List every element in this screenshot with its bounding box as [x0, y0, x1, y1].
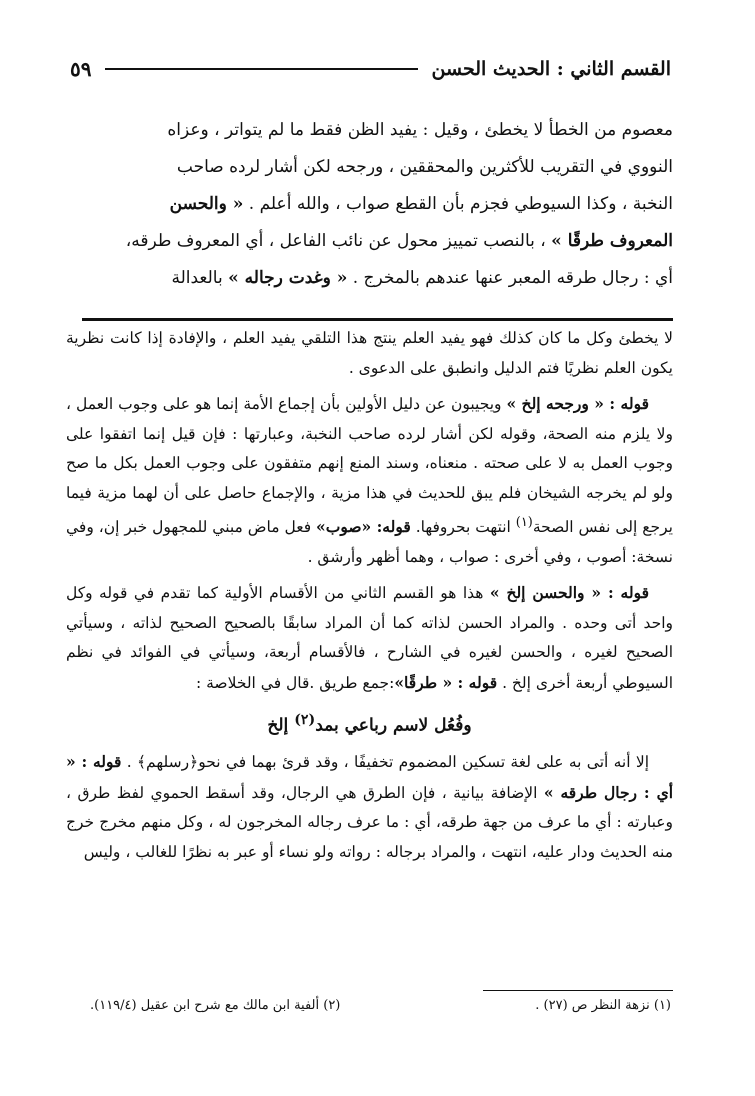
commentary-label: قوله : « أي : رجال طرقه »	[66, 752, 674, 802]
main-line: المعروف طرقًا » ، بالنصب تمييز محول عن نائب الفاعل ، أي المعروف طرقه،	[125, 231, 673, 251]
main-line: معصوم من الخطأ لا يخطئ ، وقيل : يفيد الظن فقط ما لم يتواتر ، وعزاه	[167, 120, 673, 140]
commentary-label: قوله: «صوب»	[316, 517, 411, 537]
matn-quote: « وغدت رجاله »	[228, 268, 348, 288]
matn-quote: « والحسن	[169, 194, 244, 214]
main-text	[66, 112, 673, 297]
commentary-label: قوله : « ورجحه إلخ »	[506, 394, 649, 413]
footnote-ref: (١)	[515, 515, 533, 530]
footnote-1: (١) نزهة النظر ص (٢٧) .	[535, 998, 671, 1013]
running-title: القسم الثاني : الحديث الحسن	[431, 58, 671, 80]
main-line: النخبة ، وكذا السيوطي فجزم بأن القطع صواب ، والله أعلم . « والحسن	[169, 194, 673, 214]
main-line: النووي في التقريب للأكثرين والمحققين ، ورجحه لكن أشار لرده صاحب	[176, 157, 673, 177]
commentary-paragraph: إلا أنه أتى به على لغة تسكين المضموم تخفيفًا ، وقد قرئ بهما في نحو﴿رسلهم﴾ . قوله : « أي : رجال طرقه » الإضافة بيانية ، فإن الطرق هي الرجال، وقد أسقط الحموي لفظ طرق ، وعبارته : أي ما عرف من جهة طرقه، أي : ما عرف رجاله المخرجون له ، وكل منهم مخرج خرج منه الحديث ودار عليه، انتهت ، والمراد برجاله : رواته ولو نساء أو عبر به نظرًا للغالب ، وليس	[66, 752, 674, 861]
main-line: أي : رجال طرقه المعبر عنها عندهم بالمخرج . « وغدت رجاله » بالعدالة	[171, 268, 673, 288]
matn-quote: المعروف طرقًا »	[551, 231, 673, 251]
footnotes	[90, 998, 671, 1013]
commentary-paragraph: لا يخطئ وكل ما كان كذلك فهو يفيد العلم ينتج هذا التلقي يفيد العلم ، والإفادة إذا كانت نظرية يكون العلم نظريًا فتم الدليل وانطبق على الدعوى .	[66, 329, 673, 377]
page-number: ٥٩	[70, 57, 92, 81]
commentary-label: قوله : « طرقًا»	[394, 672, 498, 692]
verse-line: وفُعُل لاسم رباعي بمد$^{(٢)}$ إلخ	[267, 712, 472, 736]
footnote-ref: (٢)	[294, 712, 316, 729]
commentary	[66, 324, 673, 867]
running-header	[70, 52, 671, 86]
footnote-2: (٢) ألفية ابن مالك مع شرح ابن عقيل (١١٩/٤).	[90, 998, 341, 1013]
commentary-label: قوله : « والحسن إلخ »	[489, 583, 649, 603]
commentary-paragraph: قوله : « والحسن إلخ » هذا هو القسم الثاني من الأقسام الأولية كما تقدم في قوله وكل واحد أتى وحده . والمراد الحسن لذاته كما أن المراد سابقًا بالصحيح الصحيح لذاته ، وسيأتي الصحيح لغيره ، والحسن لغيره في الشارح ، فالأقسام أربعة، وسيأتي في الفوائد في نظم السيوطي أربعة أخرى إلخ . قوله : « طرقًا»:جمع طريق .قال في الخلاصة :	[66, 583, 673, 692]
header-rule	[105, 68, 417, 70]
footnote-rule	[483, 990, 673, 991]
section-divider	[82, 318, 673, 321]
commentary-paragraph: قوله : « ورجحه إلخ » ويجيبون عن دليل الأولين بأن إجماع الأمة إنما هو على وجوب العمل ، ولا يلزم منه الصحة، وقوله لكن أشار لرده صاحب النخبة، وعبارتها : فإن قيل إنما اتفقوا على وجوب العمل به لا على صحته . منعناه، وسند المنع إنهم متفقون على وجوب العمل بكل ما صح ولو لم يخرجه الشيخان فلم يبق للحديث في هذا مزية ، والإجماع حاصل على أن لهما مزية فيما يرجع إلى نفس الصحة$^{(١)}$ انتهت بحروفها. قوله: «صوب» فعل ماض مبني للمجهول خبر إن، وفي نسخة: أصوب ، وفي أخرى : صواب ، وهما أظهر وأرشق .	[66, 394, 673, 566]
